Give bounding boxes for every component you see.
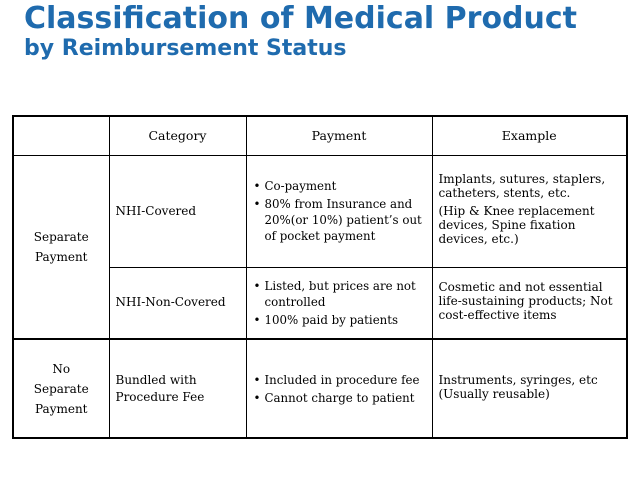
- group-label-line: Separate: [33, 229, 89, 244]
- table-row: [13, 339, 627, 438]
- slide-title: [24, 0, 577, 60]
- example-text: Implants, sutures, staplers, catheters, stents, etc.: [438, 172, 606, 200]
- payment-bullet: • Included in procedure fee: [253, 372, 426, 388]
- header-payment: Payment: [246, 116, 432, 155]
- table-row: [13, 155, 627, 267]
- header-row: [13, 116, 627, 155]
- payment-bullet: • 100% paid by patients: [253, 312, 426, 328]
- header-example: Example: [432, 116, 627, 155]
- header-category: Category: [109, 116, 246, 155]
- example-text: (Hip & Knee replacement devices, Spine fixation devices, etc.): [438, 204, 595, 246]
- title-line-1: Classification of Medical Product: [24, 1, 578, 36]
- group-label-line: Payment: [35, 401, 88, 416]
- header-empty: [13, 116, 109, 155]
- payment-bullet: • Listed, but prices are not controlled: [253, 278, 426, 310]
- example-cell: [432, 339, 627, 438]
- payment-cell: [246, 267, 432, 339]
- group-label-separate-payment: [13, 155, 109, 339]
- classification-table: [12, 115, 628, 439]
- category-cell: NHI-Covered: [109, 155, 246, 267]
- payment-bullet: • Co-payment: [253, 178, 426, 194]
- category-cell: Bundled with Procedure Fee: [109, 339, 246, 438]
- group-label-no-separate-payment: [13, 339, 109, 438]
- example-text: Instruments, syringes, etc (Usually reusable): [438, 372, 598, 401]
- group-label-line: Separate: [33, 381, 89, 396]
- example-cell: [432, 155, 627, 267]
- payment-cell: [246, 155, 432, 267]
- payment-bullet: • 80% from Insurance and 20%(or 10%) patient’s out of pocket payment: [253, 196, 426, 244]
- payment-cell: [246, 339, 432, 438]
- category-cell: NHI-Non-Covered: [109, 267, 246, 339]
- payment-bullet: • Cannot charge to patient: [253, 390, 426, 406]
- group-label-line: No: [52, 361, 71, 376]
- group-label-line: Payment: [35, 249, 88, 264]
- title-line-2: by Reimbursement Status: [24, 36, 347, 61]
- example-cell: [432, 267, 627, 339]
- example-text: Cosmetic and not essential life-sustaining products; Not cost-effective items: [438, 279, 613, 322]
